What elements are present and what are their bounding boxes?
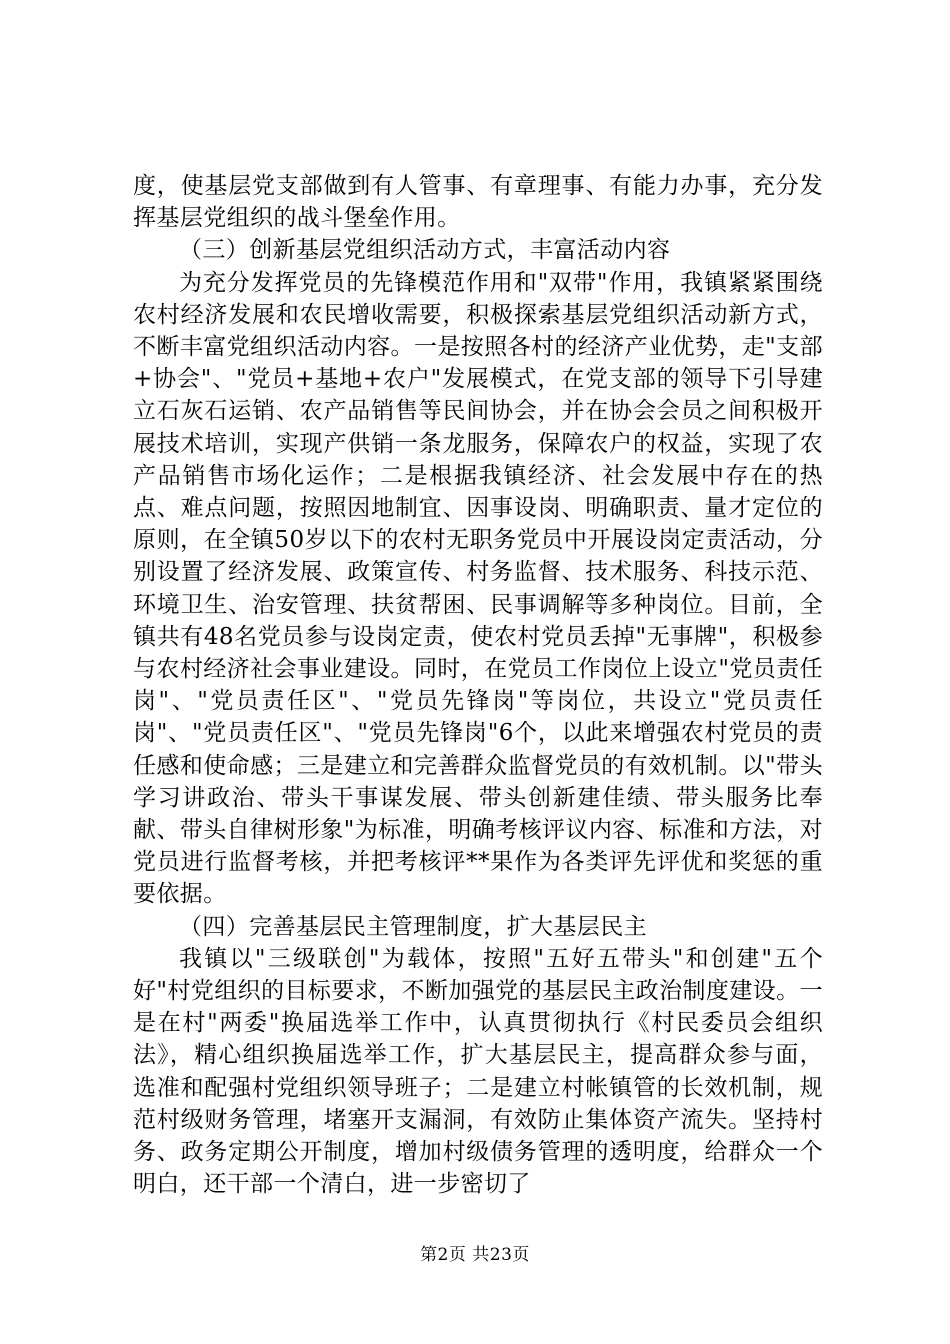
paragraph-activity-methods: 为充分发挥党员的先锋模范作用和"双带"作用，我镇紧紧围绕农村经济发展和农民增收需要，积极探索基层党组织活动新方式，不断丰富党组织活动内容。一是按照各村的经济产业优势，走"支部+协会"、"党员+基地+农户"发展模式，在党支部的领导下引导建立石灰石运销、农产品销售等民间协会，并在协会会员之间积极开展技术培训，实现产供销一条龙服务，保障农户的权益，实现了农产品销售市场化运作；二是根据我镇经济、社会发展中存在的热点、难点问题，按照因地制宜、因事设岗、明确职责、量才定位的原则，在全镇50岁以下的农村无职务党员中开展设岗定责活动，分别设置了经济发展、政策宣传、村务监督、技术服务、科技示范、环境卫生、治安管理、扶贫帮困、民事调解等多种岗位。目前，全镇共有48名党员参与设岗定责，使农村党员丢掉"无事牌"，积极参与农村经济社会事业建设。同时，在党员工作岗位上设立"党员责任岗"、"党员责任区"、"党员先锋岗"等岗位，共设立"党员责任岗"、"党员责任区"、"党员先锋岗"6个，以此来增强农村党员的责任感和使命感；三是建立和完善群众监督党员的有效机制。以"带头学习讲政治、带头干事谋发展、带头创新建佳绩、带头服务比奉献、带头自律树形象"为标准，明确考核评议内容、标准和方法，对党员进行监督考核，并把考核评**果作为各类评先评优和奖惩的重要依据。 [133,269,823,908]
page-footer [0,1240,950,1265]
page-number: 第2页 共23页 [420,1245,530,1265]
document-body [133,170,823,1201]
section-heading-3: （三）创新基层党组织活动方式，丰富活动内容 [179,237,671,264]
paragraph-democratic-management: 我镇以"三级联创"为载体，按照"五好五带头"和创建"五个好"村党组织的目标要求，不断加强党的基层民主政治制度建设。一是在村"两委"换届选举工作中，认真贯彻执行《村民委员会组织法》，精心组织换届选举工作，扩大基层民主，提高群众参与面，选准和配强村党组织领导班子；二是建立村帐镇管的长效机制，规范村级财务管理，堵塞开支漏洞，有效防止集体资产流失。坚持村务、政务定期公开制度，增加村级债务管理的透明度，给群众一个明白，还干部一个清白，进一步密切了 [133,945,823,1198]
paragraph-continuation: 度，使基层党支部做到有人管事、有章理事、有能力办事，充分发挥基层党组织的战斗堡垒作用。 [133,173,823,232]
section-heading-4: （四）完善基层民主管理制度，扩大基层民主 [179,913,647,940]
